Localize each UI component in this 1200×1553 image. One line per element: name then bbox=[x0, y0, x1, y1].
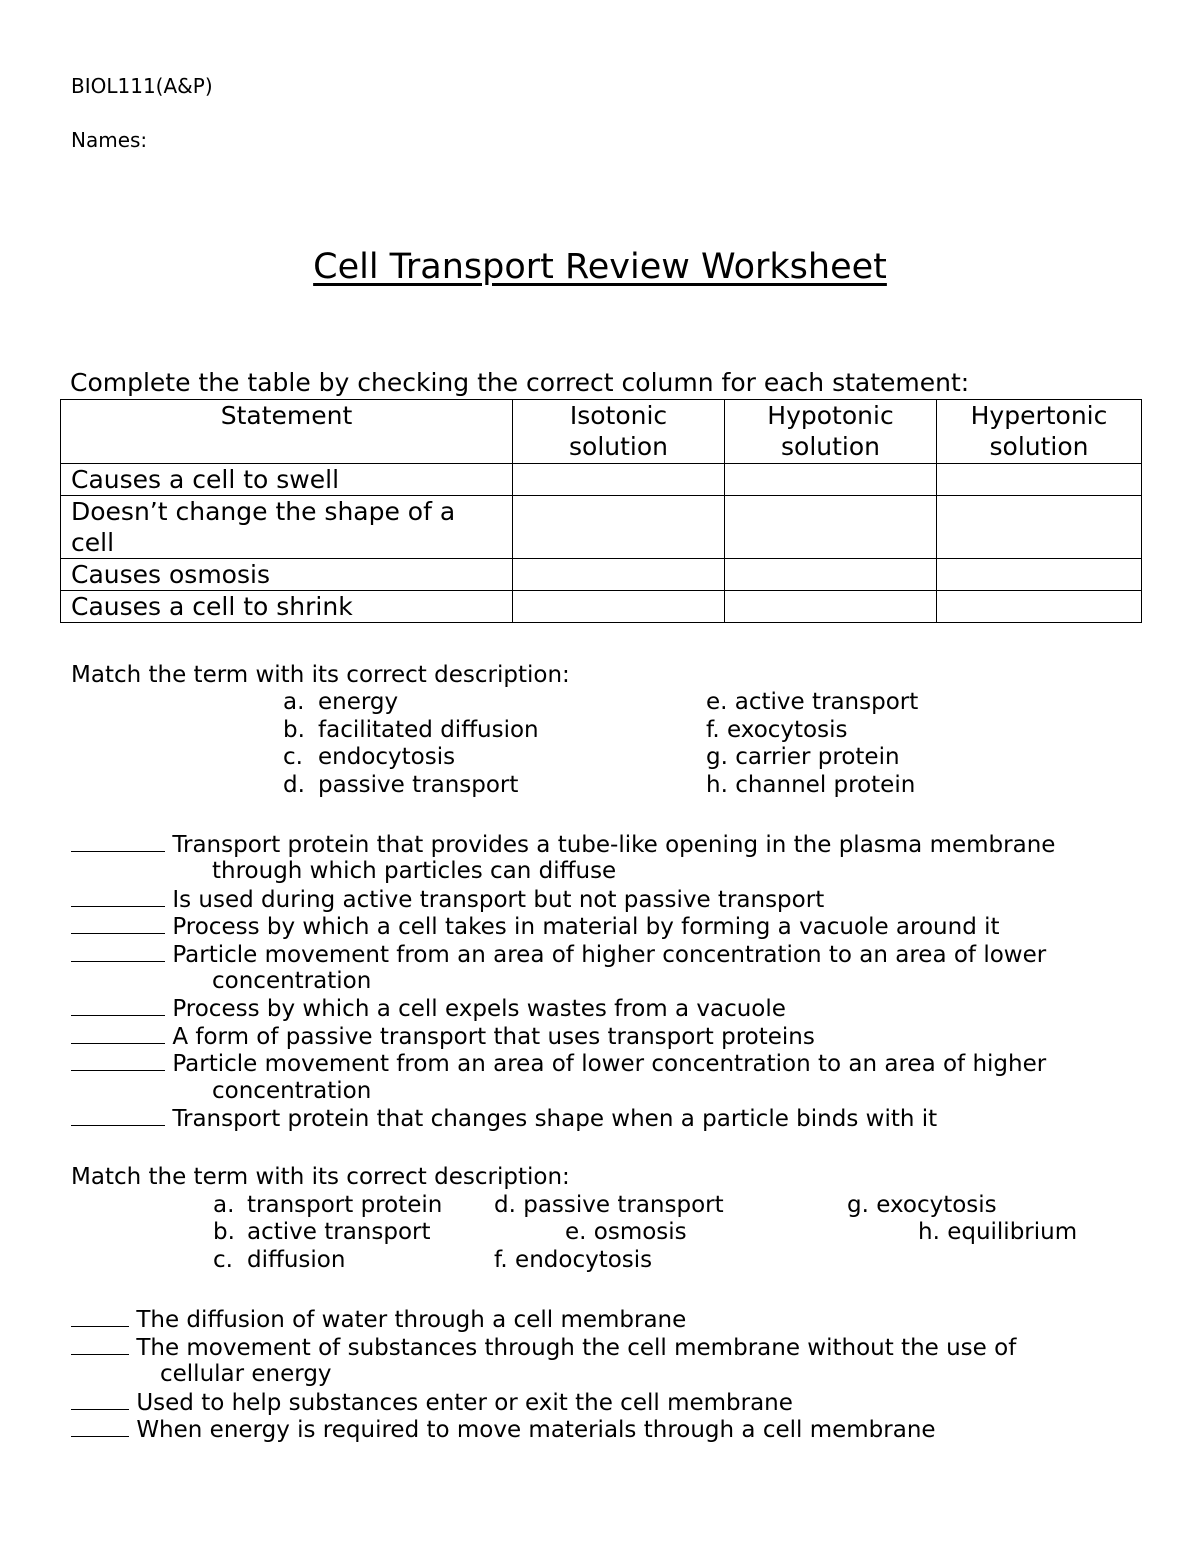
term-item: facilitated diffusion bbox=[318, 717, 539, 743]
column-header-line: Isotonic bbox=[569, 401, 668, 430]
hypertonic-check-cell[interactable] bbox=[937, 559, 1142, 591]
column-header-hypotonic bbox=[725, 400, 937, 464]
question-text: Particle movement from an area of higher concentration to an area of lower bbox=[172, 942, 1047, 968]
term-letter: c. bbox=[213, 1247, 233, 1273]
answer-blank[interactable] bbox=[71, 1050, 165, 1071]
question-line bbox=[71, 1306, 686, 1333]
question-line bbox=[71, 1334, 1016, 1361]
isotonic-check-cell[interactable] bbox=[513, 559, 725, 591]
hypotonic-check-cell[interactable] bbox=[725, 464, 937, 496]
term-item: g. carrier protein bbox=[706, 744, 900, 770]
table-row bbox=[61, 464, 1142, 496]
answer-blank[interactable] bbox=[71, 886, 165, 907]
statement-cell: Doesn’t change the shape of a cell bbox=[61, 496, 513, 559]
term-letter: b. bbox=[213, 1219, 235, 1245]
names-label: Names: bbox=[71, 128, 148, 152]
statement-cell: Causes osmosis bbox=[61, 559, 513, 591]
isotonic-check-cell[interactable] bbox=[513, 496, 725, 559]
answer-blank[interactable] bbox=[71, 913, 165, 934]
term-letter: c. bbox=[283, 744, 303, 770]
hypotonic-check-cell[interactable] bbox=[725, 591, 937, 623]
question-text: Is used during active transport but not passive transport bbox=[172, 887, 825, 913]
column-header-line: Hypertonic bbox=[970, 401, 1108, 430]
question-continuation: concentration bbox=[212, 968, 372, 994]
column-header-line: Hypotonic bbox=[767, 401, 894, 430]
term-item: h. equilibrium bbox=[918, 1219, 1078, 1245]
question-text: Particle movement from an area of lower concentration to an area of higher bbox=[172, 1051, 1047, 1077]
page-title: Cell Transport Review Worksheet bbox=[313, 247, 887, 287]
isotonic-check-cell[interactable] bbox=[513, 591, 725, 623]
question-line bbox=[71, 886, 824, 913]
question-line bbox=[71, 1050, 1046, 1077]
column-header-isotonic bbox=[513, 400, 725, 464]
column-header-hypertonic bbox=[937, 400, 1142, 464]
question-text: Process by which a cell expels wastes from a vacuole bbox=[172, 996, 786, 1022]
hypertonic-check-cell[interactable] bbox=[937, 591, 1142, 623]
question-text: When energy is required to move materials through a cell membrane bbox=[136, 1417, 936, 1443]
term-item: diffusion bbox=[247, 1247, 346, 1273]
question-line bbox=[71, 831, 1055, 858]
term-item: active transport bbox=[247, 1219, 431, 1245]
hypertonic-check-cell[interactable] bbox=[937, 496, 1142, 559]
answer-blank[interactable] bbox=[71, 1023, 165, 1044]
question-text: Process by which a cell takes in material by forming a vacuole around it bbox=[172, 914, 1000, 940]
table-row bbox=[61, 559, 1142, 591]
question-line bbox=[71, 1105, 937, 1132]
column-header-line: solution bbox=[989, 432, 1089, 461]
table-row bbox=[61, 496, 1142, 559]
question-text: The diffusion of water through a cell membrane bbox=[136, 1307, 687, 1333]
question-text: The movement of substances through the cell membrane without the use of bbox=[136, 1335, 1017, 1361]
term-letter: b. bbox=[283, 717, 305, 743]
column-header-line: solution bbox=[569, 432, 668, 461]
question-line bbox=[71, 1023, 815, 1050]
isotonic-check-cell[interactable] bbox=[513, 464, 725, 496]
table-header-row bbox=[61, 400, 1142, 464]
answer-blank[interactable] bbox=[71, 941, 165, 962]
table-row bbox=[61, 591, 1142, 623]
answer-blank[interactable] bbox=[71, 1306, 129, 1327]
question-continuation: concentration bbox=[212, 1078, 372, 1104]
match2-instruction: Match the term with its correct description: bbox=[71, 1164, 570, 1190]
question-continuation: cellular energy bbox=[160, 1361, 332, 1387]
question-text: Transport protein that provides a tube-like opening in the plasma membrane bbox=[172, 832, 1056, 858]
term-item: e. osmosis bbox=[565, 1219, 687, 1245]
question-continuation: through which particles can diffuse bbox=[212, 858, 617, 884]
column-header-line: Statement bbox=[220, 401, 353, 430]
question-line bbox=[71, 1416, 936, 1443]
term-item: g. exocytosis bbox=[847, 1192, 997, 1218]
term-letter: a. bbox=[283, 689, 305, 715]
term-item: f. endocytosis bbox=[494, 1247, 653, 1273]
column-header-line: solution bbox=[781, 432, 880, 461]
term-item: e. active transport bbox=[706, 689, 919, 715]
question-text: A form of passive transport that uses transport proteins bbox=[172, 1024, 815, 1050]
column-header-statement bbox=[61, 400, 513, 464]
question-line bbox=[71, 913, 1000, 940]
hypotonic-check-cell[interactable] bbox=[725, 559, 937, 591]
question-line bbox=[71, 1389, 793, 1416]
term-item: transport protein bbox=[247, 1192, 443, 1218]
table-instruction: Complete the table by checking the correct column for each statement: bbox=[70, 368, 970, 397]
question-text: Transport protein that changes shape when a particle binds with it bbox=[172, 1106, 938, 1132]
answer-blank[interactable] bbox=[71, 1334, 129, 1355]
statement-cell: Causes a cell to swell bbox=[61, 464, 513, 496]
term-item: passive transport bbox=[318, 772, 519, 798]
term-item: f. exocytosis bbox=[706, 717, 848, 743]
hypertonic-check-cell[interactable] bbox=[937, 464, 1142, 496]
term-item: energy bbox=[318, 689, 399, 715]
question-line bbox=[71, 995, 786, 1022]
question-text: Used to help substances enter or exit the cell membrane bbox=[136, 1390, 793, 1416]
term-letter: a. bbox=[213, 1192, 235, 1218]
match1-instruction: Match the term with its correct description: bbox=[71, 662, 570, 688]
answer-blank[interactable] bbox=[71, 831, 165, 852]
term-item: h. channel protein bbox=[706, 772, 916, 798]
question-line bbox=[71, 941, 1046, 968]
term-item: d. passive transport bbox=[494, 1192, 724, 1218]
statement-cell: Causes a cell to shrink bbox=[61, 591, 513, 623]
term-item: endocytosis bbox=[318, 744, 456, 770]
hypotonic-check-cell[interactable] bbox=[725, 496, 937, 559]
answer-blank[interactable] bbox=[71, 1416, 129, 1437]
answer-blank[interactable] bbox=[71, 1105, 165, 1126]
answer-blank[interactable] bbox=[71, 1389, 129, 1410]
answer-blank[interactable] bbox=[71, 995, 165, 1016]
term-letter: d. bbox=[283, 772, 305, 798]
course-code: BIOL111(A&P) bbox=[71, 74, 213, 98]
solution-table bbox=[60, 399, 1142, 623]
